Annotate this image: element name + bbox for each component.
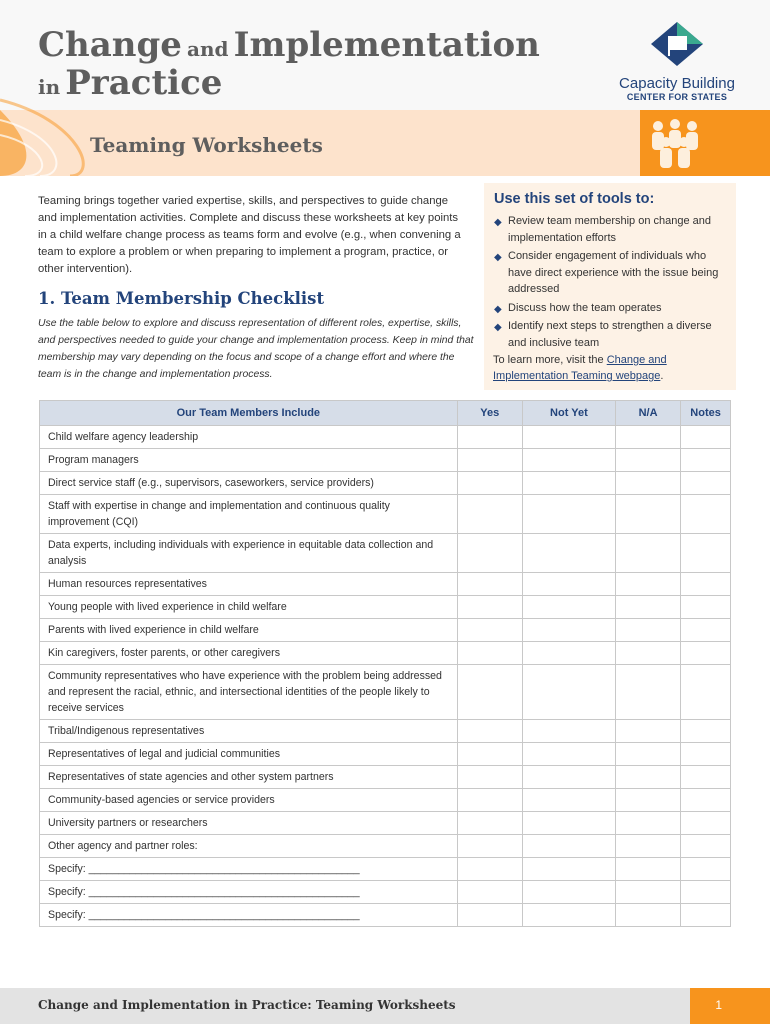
table-row (40, 881, 731, 904)
table-row (40, 534, 731, 573)
row-label: Direct service staff (e.g., supervisors, caseworkers, service providers) (40, 472, 458, 495)
not-yet-cell[interactable] (522, 743, 615, 766)
not-yet-cell[interactable] (522, 665, 615, 720)
table-row (40, 812, 731, 835)
not-yet-cell[interactable] (522, 881, 615, 904)
yes-cell[interactable] (457, 573, 522, 596)
notes-cell[interactable] (681, 766, 731, 789)
row-label: Program managers (40, 449, 458, 472)
na-cell[interactable] (616, 665, 681, 720)
tools-item (490, 248, 730, 298)
na-cell[interactable] (616, 858, 681, 881)
row-label: Parents with lived experience in child welfare (40, 619, 458, 642)
row-label: Kin caregivers, foster parents, or other caregivers (40, 642, 458, 665)
notes-cell[interactable] (681, 665, 731, 720)
tools-box (484, 183, 736, 390)
na-cell[interactable] (616, 789, 681, 812)
yes-cell[interactable] (457, 534, 522, 573)
not-yet-cell[interactable] (522, 534, 615, 573)
na-cell[interactable] (616, 426, 681, 449)
row-label: Representatives of legal and judicial communities (40, 743, 458, 766)
na-cell[interactable] (616, 743, 681, 766)
tools-item-text: Identify next steps to strengthen a diverse and inclusive team (508, 320, 712, 349)
learn-more-text (493, 352, 729, 384)
not-yet-cell[interactable] (522, 449, 615, 472)
na-cell[interactable] (616, 720, 681, 743)
yes-cell[interactable] (457, 472, 522, 495)
table-row (40, 642, 731, 665)
tools-title: Use this set of tools to: (494, 191, 655, 207)
not-yet-cell[interactable] (522, 642, 615, 665)
notes-cell[interactable] (681, 534, 731, 573)
na-cell[interactable] (616, 835, 681, 858)
tools-list (490, 213, 730, 353)
not-yet-cell[interactable] (522, 472, 615, 495)
tools-item-text: Consider engagement of individuals who have direct experience with the issue being addressed (508, 250, 719, 295)
notes-cell[interactable] (681, 881, 731, 904)
learn-more-prefix: To learn more, visit the (493, 354, 604, 366)
table-row (40, 904, 731, 927)
table-row (40, 472, 731, 495)
title-word: Change (38, 25, 182, 65)
row-label: Representatives of state agencies and other system partners (40, 766, 458, 789)
notes-cell[interactable] (681, 904, 731, 927)
notes-cell[interactable] (681, 619, 731, 642)
not-yet-cell[interactable] (522, 495, 615, 534)
title-word: in (38, 75, 61, 99)
column-header: Our Team Members Include (40, 401, 458, 426)
row-label: University partners or researchers (40, 812, 458, 835)
not-yet-cell[interactable] (522, 766, 615, 789)
not-yet-cell[interactable] (522, 858, 615, 881)
notes-cell[interactable] (681, 495, 731, 534)
logo-diamond-icon (647, 22, 707, 66)
not-yet-cell[interactable] (522, 619, 615, 642)
na-cell[interactable] (616, 449, 681, 472)
table-row (40, 426, 731, 449)
table-row (40, 789, 731, 812)
title-word: Practice (65, 63, 223, 103)
row-label: Child welfare agency leadership (40, 426, 458, 449)
yes-cell[interactable] (457, 596, 522, 619)
yes-cell[interactable] (457, 642, 522, 665)
not-yet-cell[interactable] (522, 812, 615, 835)
na-cell[interactable] (616, 812, 681, 835)
yes-cell[interactable] (457, 426, 522, 449)
tools-item-text: Discuss how the team operates (508, 301, 662, 314)
footer-accent (690, 988, 770, 1024)
row-label: Community-based agencies or service providers (40, 789, 458, 812)
yes-cell[interactable] (457, 495, 522, 534)
na-cell[interactable] (616, 472, 681, 495)
na-cell[interactable] (616, 881, 681, 904)
notes-cell[interactable] (681, 858, 731, 881)
notes-cell[interactable] (681, 835, 731, 858)
column-header: Yes (457, 401, 522, 426)
table-row (40, 835, 731, 858)
capacity-building-logo (612, 22, 742, 102)
na-cell[interactable] (616, 495, 681, 534)
diamond-bullet-icon: ◆ (494, 322, 502, 333)
row-label: Community representatives who have experience with the problem being addressed and represent the racial, ethnic, and intersectional identities of the people likely to receive services (40, 665, 458, 720)
yes-cell[interactable] (457, 720, 522, 743)
row-label: Human resources representatives (40, 573, 458, 596)
row-label: Other agency and partner roles: (40, 835, 458, 858)
row-label: Specify: ______________________________________________ (40, 881, 458, 904)
tools-item (490, 300, 730, 317)
column-header: N/A (616, 401, 681, 426)
table-row (40, 619, 731, 642)
yes-cell[interactable] (457, 619, 522, 642)
notes-cell[interactable] (681, 789, 731, 812)
notes-cell[interactable] (681, 426, 731, 449)
page-footer (0, 988, 770, 1024)
column-header: Not Yet (522, 401, 615, 426)
learn-more-suffix: . (660, 370, 664, 382)
section-heading: 1. Team Membership Checklist (38, 289, 325, 308)
not-yet-cell[interactable] (522, 835, 615, 858)
na-cell[interactable] (616, 619, 681, 642)
yes-cell[interactable] (457, 449, 522, 472)
logo-text: Capacity Building (619, 75, 735, 92)
notes-cell[interactable] (681, 743, 731, 766)
row-label: Young people with lived experience in child welfare (40, 596, 458, 619)
na-cell[interactable] (616, 573, 681, 596)
na-cell[interactable] (616, 766, 681, 789)
title-word: Implementation (233, 25, 540, 65)
notes-cell[interactable] (681, 596, 731, 619)
column-header: Notes (681, 401, 731, 426)
yes-cell[interactable] (457, 766, 522, 789)
page-number: 1 (715, 998, 722, 1012)
not-yet-cell[interactable] (522, 426, 615, 449)
diamond-bullet-icon: ◆ (494, 252, 502, 263)
yes-cell[interactable] (457, 835, 522, 858)
row-label: Staff with expertise in change and implementation and continuous quality improvement (CQI) (40, 495, 458, 534)
diamond-bullet-icon: ◆ (494, 217, 502, 228)
yes-cell[interactable] (457, 881, 522, 904)
intro-paragraph: Teaming brings together varied expertise, skills, and perspectives to guide change and implementation activities. Complete and discuss these worksheets at key points in a child welfare change process as teams form and evolve (e.g., when convening a team to explore a problem or when preparing to implement a program, practice, or other intervention). (38, 195, 461, 275)
table-row (40, 665, 731, 720)
diamond-bullet-icon: ◆ (494, 303, 502, 315)
title-word: and (187, 37, 229, 61)
notes-cell[interactable] (681, 642, 731, 665)
notes-cell[interactable] (681, 472, 731, 495)
teaming-webpage-link[interactable]: Change and Implementation Teaming webpage (493, 354, 667, 382)
table-row (40, 743, 731, 766)
logo-subtext: CENTER FOR STATES (626, 92, 728, 102)
table-row (40, 495, 731, 534)
document-subtitle: Teaming Worksheets (90, 133, 323, 157)
header-band (0, 0, 770, 176)
yes-cell[interactable] (457, 665, 522, 720)
tools-item-text: Review team membership on change and implementation efforts (508, 215, 712, 244)
row-label: Specify: ______________________________________________ (40, 904, 458, 927)
table-row (40, 720, 731, 743)
row-label: Specify: ______________________________________________ (40, 858, 458, 881)
yes-cell[interactable] (457, 904, 522, 927)
yes-cell[interactable] (457, 743, 522, 766)
not-yet-cell[interactable] (522, 596, 615, 619)
tools-item (490, 318, 730, 351)
membership-checklist-table (39, 400, 731, 927)
table-row (40, 596, 731, 619)
yes-cell[interactable] (457, 789, 522, 812)
row-label: Tribal/Indigenous representatives (40, 720, 458, 743)
table-row (40, 858, 731, 881)
not-yet-cell[interactable] (522, 720, 615, 743)
na-cell[interactable] (616, 596, 681, 619)
tools-item (490, 213, 730, 246)
footer-title: Change and Implementation in Practice: Teaming Worksheets (38, 998, 456, 1012)
people-group-icon (648, 118, 702, 170)
row-label: Data experts, including individuals with experience in equitable data collection and analysis (40, 534, 458, 573)
table-row (40, 449, 731, 472)
not-yet-cell[interactable] (522, 789, 615, 812)
notes-cell[interactable] (681, 449, 731, 472)
yes-cell[interactable] (457, 858, 522, 881)
yes-cell[interactable] (457, 812, 522, 835)
document-title (38, 25, 540, 103)
not-yet-cell[interactable] (522, 573, 615, 596)
section-lead: Use the table below to explore and discuss representation of different roles, expertise, skills, and perspectives needed to guide your change and implementation process. Keep in mind that membership may vary depending on the focus and scope of a change effort and where the team is in the change and implementation process. (38, 318, 474, 380)
na-cell[interactable] (616, 642, 681, 665)
table-row (40, 573, 731, 596)
notes-cell[interactable] (681, 573, 731, 596)
na-cell[interactable] (616, 534, 681, 573)
table-row (40, 766, 731, 789)
table-header-row (40, 401, 731, 426)
notes-cell[interactable] (681, 720, 731, 743)
na-cell[interactable] (616, 904, 681, 927)
notes-cell[interactable] (681, 812, 731, 835)
not-yet-cell[interactable] (522, 904, 615, 927)
